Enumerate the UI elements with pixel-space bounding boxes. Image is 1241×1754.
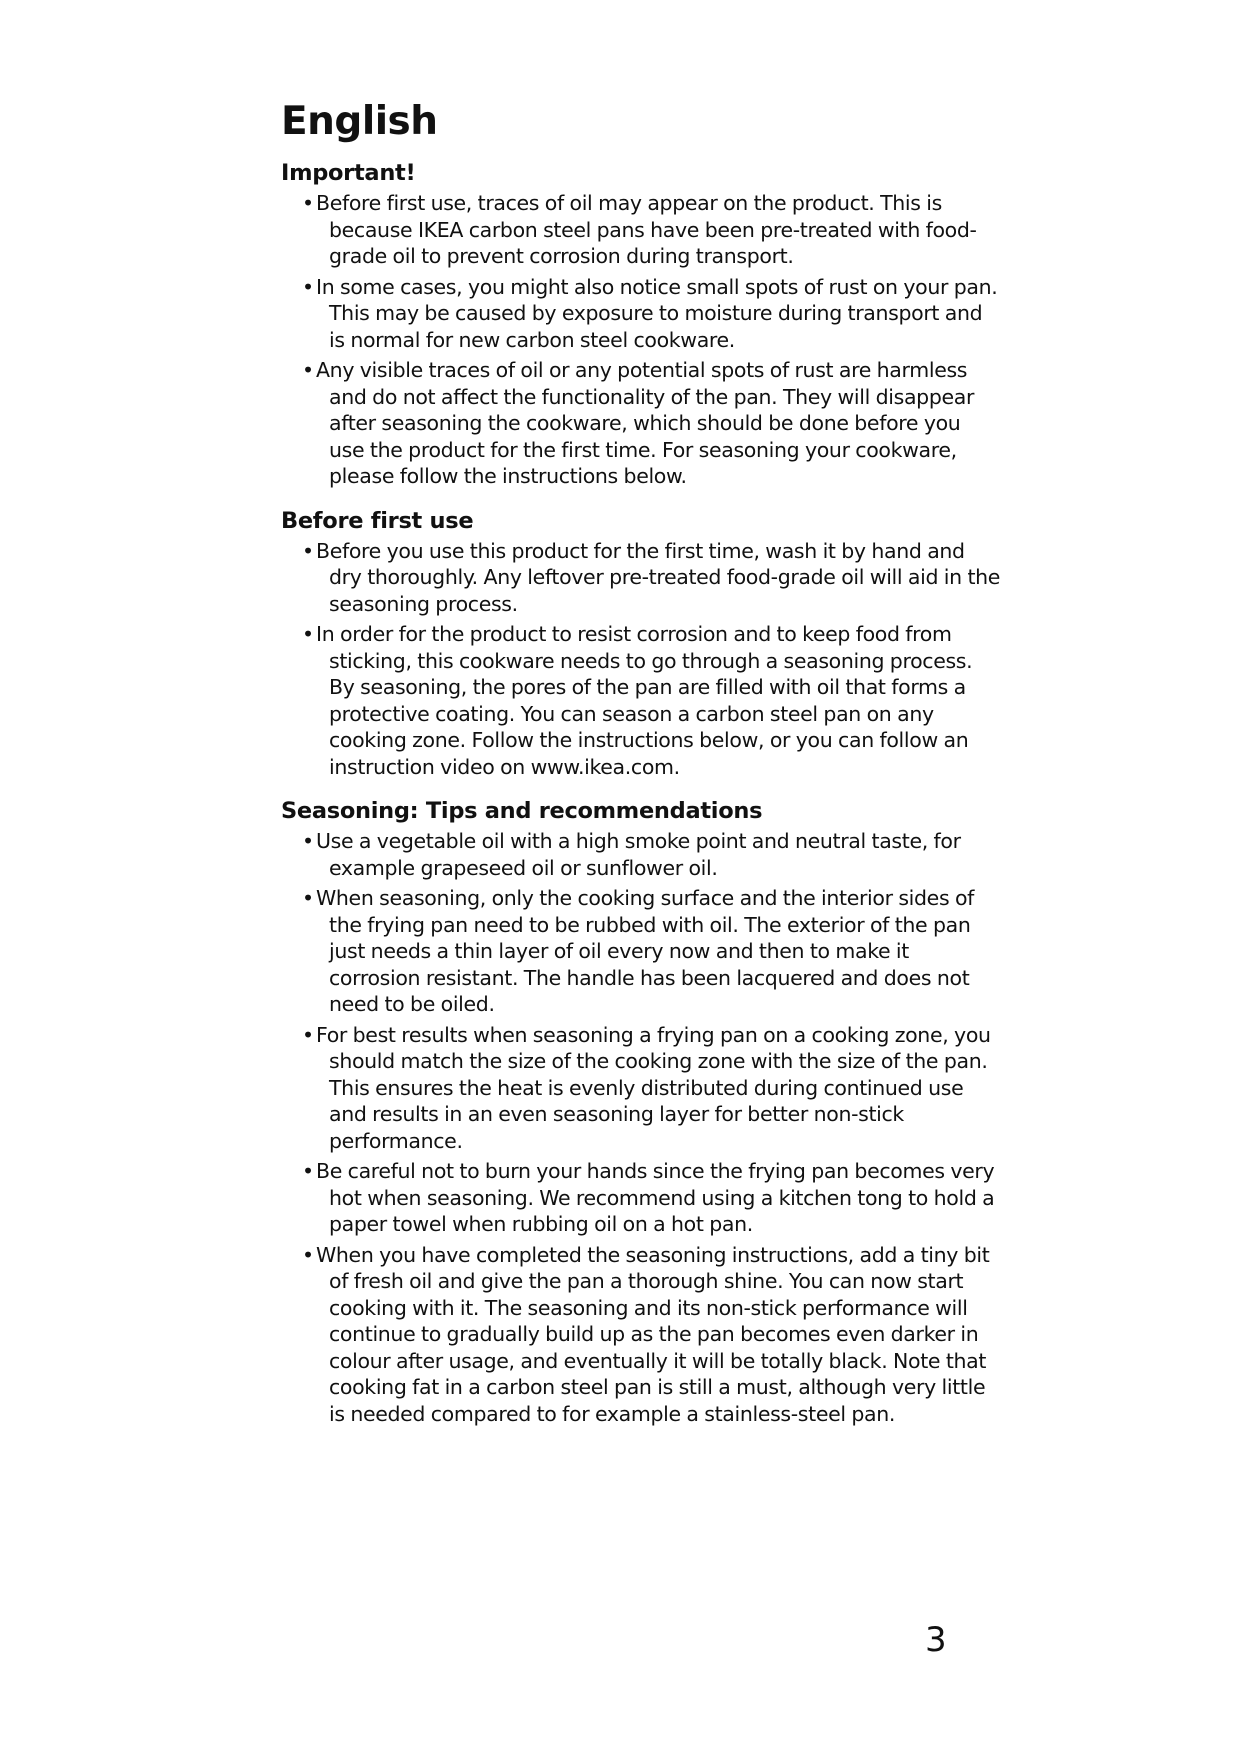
bullet-icon: • — [302, 274, 314, 299]
section-heading: Seasoning: Tips and recommendations — [281, 798, 763, 824]
bullet-list — [281, 538, 1001, 781]
section-important — [281, 158, 1001, 490]
bullet-item — [281, 885, 1001, 1018]
document-page — [281, 96, 1001, 1443]
bullet-item — [281, 274, 1001, 354]
bullet-icon: • — [302, 1159, 314, 1183]
bullet-item — [281, 1242, 1001, 1428]
bullet-icon: • — [302, 886, 314, 910]
bullet-icon: • — [302, 1242, 314, 1267]
bullet-text: When seasoning, only the cooking surface and the interior sides of the frying pan need to be rubbed with oil. The exterior of the pan just needs a thin layer of oil every now and then to make it corrosion resistant. The handle has been lacquered and does not need to be oiled. — [316, 886, 974, 1016]
bullet-icon: • — [302, 829, 314, 853]
bullet-item — [281, 828, 1001, 881]
bullet-icon: • — [302, 358, 314, 382]
section-heading: Before first use — [281, 507, 474, 534]
bullet-list — [281, 190, 1001, 490]
language-title: English — [281, 99, 438, 144]
section-heading: Important! — [281, 160, 416, 186]
page-number: 3 — [925, 1620, 947, 1660]
bullet-item — [281, 538, 1001, 618]
bullet-list — [281, 828, 1001, 1427]
bullet-item — [281, 357, 1001, 490]
bullet-text: When you have completed the seasoning instructions, add a tiny bit of fresh oil and give the pan a thorough shine. You can now start cooking with it. The seasoning and its non-stick performance will continue to gradually build up as the pan becomes even darker in colour after usage, and eventually it will be totally black. Note that cooking fat in a carbon steel pan is still a must, although very little is needed compared to for example a stainless-steel pan. — [316, 1242, 990, 1426]
bullet-icon: • — [302, 191, 314, 215]
bullet-icon: • — [302, 622, 314, 646]
bullet-icon: • — [302, 1022, 314, 1047]
bullet-text: Be careful not to burn your hands since the frying pan becomes very hot when seasoning. We recommend using a kitchen tong to hold a paper towel when rubbing oil on a hot pan. — [316, 1159, 995, 1236]
bullet-text: In order for the product to resist corrosion and to keep food from sticking, this cookware needs to go through a seasoning process. By seasoning, the pores of the pan are filled with oil that forms a protective coating. You can season a carbon steel pan on any cooking zone. Follow the instructions below, or you can follow an instruction video on www.ikea.com. — [316, 622, 973, 779]
bullet-icon: • — [302, 538, 314, 563]
bullet-text: Before you use this product for the first time, wash it by hand and dry thoroughly. Any leftover pre-treated food-grade oil will aid in the seasoning process. — [316, 538, 1001, 616]
bullet-text: Any visible traces of oil or any potential spots of rust are harmless and do not affect the functionality of the pan. They will disappear after seasoning the cookware, which should be done before you use the product for the first time. For seasoning your cookware, please follow the instructions below. — [316, 358, 975, 488]
bullet-item — [281, 621, 1001, 780]
section-before-first-use — [281, 506, 1001, 781]
bullet-text: Use a vegetable oil with a high smoke point and neutral taste, for example grapeseed oil or sunflower oil. — [316, 829, 961, 880]
bullet-item — [281, 1158, 1001, 1238]
bullet-text: Before first use, traces of oil may appear on the product. This is because IKEA carbon steel pans have been pre-treated with food-grade oil to prevent corrosion during transport. — [316, 191, 977, 268]
bullet-text: In some cases, you might also notice small spots of rust on your pan. This may be caused by exposure to moisture during transport and is normal for new carbon steel cookware. — [316, 274, 998, 352]
bullet-item — [281, 190, 1001, 270]
bullet-item — [281, 1022, 1001, 1155]
section-seasoning-tips — [281, 796, 1001, 1427]
bullet-text: For best results when seasoning a frying pan on a cooking zone, you should match the size of the cooking zone with the size of the pan. This ensures the heat is evenly distributed during continued use and results in an even seasoning layer for better non-stick performance. — [316, 1022, 991, 1153]
